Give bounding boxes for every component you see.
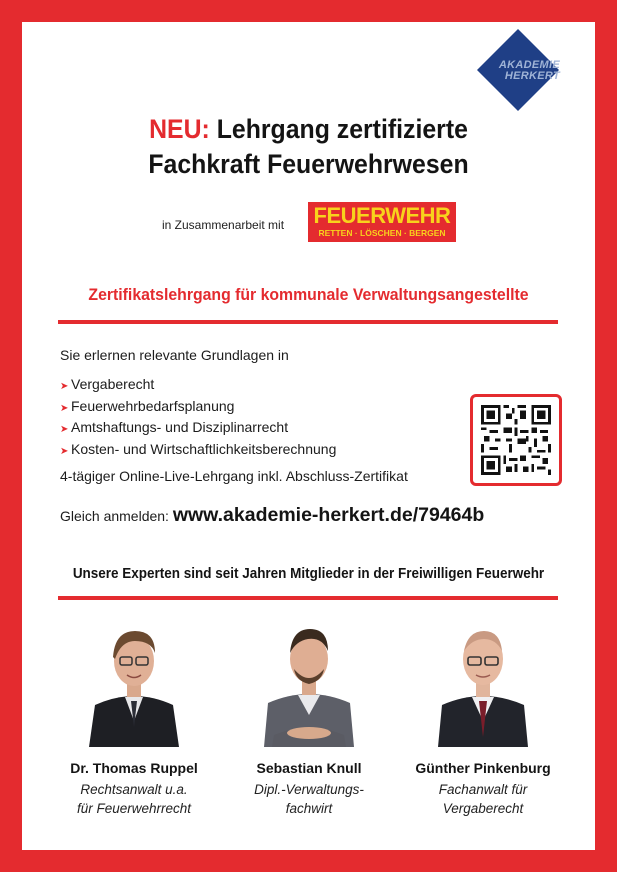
qr-code-icon[interactable] xyxy=(470,394,562,486)
expert-card xyxy=(408,617,558,818)
list-item: ➤ Feuerwehrbedarfsplanung xyxy=(60,396,336,418)
course-subtitle: Zertifikatslehrgang für kommunale Verwaltungsangestellte xyxy=(88,285,529,304)
expert-name: Sebastian Knull xyxy=(256,760,362,776)
topic-list xyxy=(60,374,336,460)
akademie-herkert-logo: AKADEMIE HERKERT xyxy=(478,30,558,110)
expert-card xyxy=(59,617,209,818)
partner-block xyxy=(162,200,462,244)
partner-text: in Zusammenarbeit mit xyxy=(162,218,285,232)
expert-photo xyxy=(260,617,358,747)
feuerwehr-logo: FEUERWEHR RETTEN · LÖSCHEN · BERGEN xyxy=(308,202,456,242)
expert-role: Dipl.-Verwaltungs- fachwirt xyxy=(254,782,364,816)
flyer xyxy=(22,22,595,850)
headline xyxy=(45,112,572,182)
list-item: ➤ Kosten- und Wirtschaftlichkeitsberechnung xyxy=(60,439,336,461)
divider xyxy=(58,596,558,600)
expert-role: Rechtsanwalt u.a. für Feuerwehrrecht xyxy=(76,782,192,816)
expert-role: Fachanwalt für Vergaberecht xyxy=(438,782,528,816)
expert-card xyxy=(234,617,384,818)
list-item: ➤ Amtshaftungs- und Disziplinarrecht xyxy=(60,417,336,439)
expert-name: Günther Pinkenburg xyxy=(415,760,551,776)
arrow-bullet-icon: ➤ xyxy=(60,381,69,392)
experts-heading: Unsere Experten sind seit Jahren Mitglieder in der Freiwilligen Feuerwehr xyxy=(72,566,545,582)
headline-line1: Lehrgang zertifizierte xyxy=(216,114,468,144)
register-line xyxy=(60,504,484,527)
headline-line2: Fachkraft Feuerwehrwesen xyxy=(148,149,469,179)
expert-photo xyxy=(85,617,183,747)
course-note: 4-tägiger Online-Live-Lehrgang inkl. Abschluss-Zertifikat xyxy=(60,468,408,484)
arrow-bullet-icon: ➤ xyxy=(60,445,69,457)
expert-photo xyxy=(434,617,532,747)
expert-name: Dr. Thomas Ruppel xyxy=(70,760,198,776)
arrow-bullet-icon: ➤ xyxy=(60,402,69,414)
register-label: Gleich anmelden: xyxy=(60,508,169,524)
divider xyxy=(58,320,558,324)
intro-text: Sie erlernen relevante Grundlagen in xyxy=(60,347,289,363)
arrow-bullet-icon: ➤ xyxy=(60,424,69,435)
register-url-link[interactable]: www.akademie-herkert.de/79464b xyxy=(172,504,485,526)
headline-prefix: NEU: xyxy=(149,114,210,144)
list-item: ➤ Vergaberecht xyxy=(60,374,336,396)
